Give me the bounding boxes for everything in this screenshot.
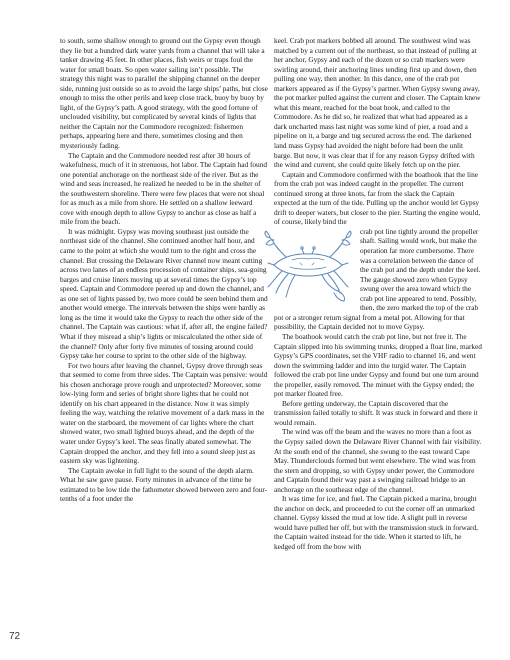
paragraph: Captain and Commodore confirmed with the boathook that the line from the crab pot was indeed caught in the propeller. The current continued strong at three knots, far from the slack the Captain expected at the turn of the tide. Pulling up the anchor would let Gypsy drift to deeper waters, but closer to the pier. Starting the engine would, of course, likely bind the <box>274 169 481 227</box>
paragraph: The boathook would catch the crab pot line, but not free it. The Captain slipped into his swimming trunks, dropped a float line, marked Gypsy’s GPS coordinates, set the VHF radio to channel 16, and went down the swimming ladder and into the turgid water. The Captain followed the crab pot line under Gypsy and found but one turn around the propeller, easily removed. The minuet with the Gypsy ended; the pot marker floated free. <box>274 331 482 399</box>
left-text-column <box>60 36 268 504</box>
paragraph: keel. Crab pot markers bobbed all around. The southwest wind was matched by a current out of the northeast, so that instead of pulling at her anchor, Gypsy and each of the dozen or so crab markers were swirling around, their anchoring lines tending first up and down, then pulling one way, then another. In this dance, one of the crab pot markers appeared as if the Gypsy’s partner. When Gypsy swung away, the pot marker pulled against the current and closer. The Captain knew what this meant, reached for the boat hook, and called to the Commodore. As he did so, he realized that what had appeared as a dark uncharted mass last night was some kind of pier, a road and a pipeline on it, a barge and tug secured across the end. The darkened land mass Gypsy had avoided the night before had been the unlit barge. But now, it was clear that if for any reason Gypsy drifted with the wind and current, she could quite likely fetch up on the pier. <box>274 36 481 170</box>
paragraph: The Captain awoke in full light to the sound of the depth alarm. What he saw gave pause. Forty minutes in advance of the time he estimated to be low tide the fathometer showed between zero and four-tenths of a foot under the <box>60 465 268 504</box>
paragraph: It was time for ice, and fuel. The Captain picked a marina, brought the anchor on deck, and proceeded to cut the corner off an unmarked channel. Gypsy kissed the mud at low tide. A slight pull in reverse would have pulled her off, but with the transmission stuck in forward, the Captain waited instead for the tide. When it started to lift, he kedged off from the bow with <box>274 494 478 551</box>
paragraph: It was midnight. Gypsy was moving southeast just outside the northeast side of the channel. She continued another half hour, and came to the point at which she would turn to the right and cross the channel. But crossing the Delaware River channel now meant cutting across two lanes of an endless procession of container ships, sea-going barges and cruise liners moving up at several times the Gypsy’s top speed. Captain and Commodore peered up and down the channel, and as one set of lights passed by, two more could be seen behind them and another would emerge. The intervals between the ships were hardly as long as the time it would take the Gypsy to reach the other side of the channel. The Captain was cautious: what if, after all, the engine failed? What if they misread a ship’s lights or miscalculated the other side of the channel? Only after forty five minutes of tossing around could Gypsy take her course to sprint to the other side of the highway. <box>60 226 268 361</box>
paragraph: crab pot line tightly around the propeller shaft. Sailing would work, but make the operation far more cumbersome. There was a correlation between the dance of the crab pot and the depth under the keel. The gauge showed zero when Gypsy swung over the area toward which the crab pot line appeared to tend. Possibly, then, the zero marked the top of the crab pot or a stronger return signal from a metal pot. Allowing for that possibility, the Captain decided not to move Gypsy. <box>274 226 481 332</box>
page-number: 72 <box>9 631 21 642</box>
paragraph: to south, some shallow enough to ground out the Gypsy even though they lie but a hundred dark water yards from a channel that will take a tanker drawing 45 feet. In other places, fish weirs or traps foul the water for small boats. So open water sailing isn’t possible. The strategy this night was to parallel the shipping channel on the deeper side, running just outside so as to avoid the large ships’ paths, but close enough to miss the other perils and keep close track, buoy by buoy by light, of the Gypsy’s path. A good strategy, with the good fortune of unclouded visibility, but complicated by several kinds of lights that neither the Captain nor the Commodore recognized: fishermen perhaps, appearing here and there, sometimes closing and then mysteriously fading. <box>60 36 268 151</box>
blue-crab-icon <box>262 227 354 305</box>
paragraph: The Captain and the Commodore needed rest after 30 hours of wakefulness, much of it in strenuous, hot labor. The Captain had found one potential anchorage on the northeast side of the river. But as the wind and seas increased, he realized he needed to be in the shelter of the southwestern shoreline. There were few places that were not shoal for as much as a mile from shore. He settled on a shallow leeward cove with enough depth to allow Gypsy to anchor as close as half a mile from the beach. <box>60 150 267 227</box>
paragraph: For two hours after leaving the channel, Gypsy drove through seas that seemed to come from three sides. The Captain was pensive: would his chosen anchorage prove rough and unprotected? Moreover, some low-lying form and series of bright shore lights that he could not identify on his chart appeared in the distance. Now it was simply feeling the way, watching the relative movement of a dark mass in the water on the starboard, the movement of car lights where the chart showed water, two small lighted buoys ahead, and the depth of the water under Gypsy’s keel. The seas finally abated somewhat. The Captain dropped the anchor, and they fell into a sound sleep just as eastern sky was lightening. <box>60 360 268 466</box>
right-text-column <box>274 36 482 552</box>
paragraph: Before getting underway, the Captain discovered that the transmission failed totally to shift. It was stuck in forward and there it would remain. <box>274 398 478 427</box>
paragraph: The wind was off the beam and the waves no more than a foot as the Gypsy sailed down the Delaware River Channel with fair visibility. At the south end of the channel, she swung to the east toward Cape May. Thunderclouds formed but went elsewhere. The wind was from the stern and dropping, so with Gypsy under power, the Commodore and Captain found their way past a swinging railroad bridge to an anchorage on the southeast edge of the channel. <box>274 427 482 494</box>
